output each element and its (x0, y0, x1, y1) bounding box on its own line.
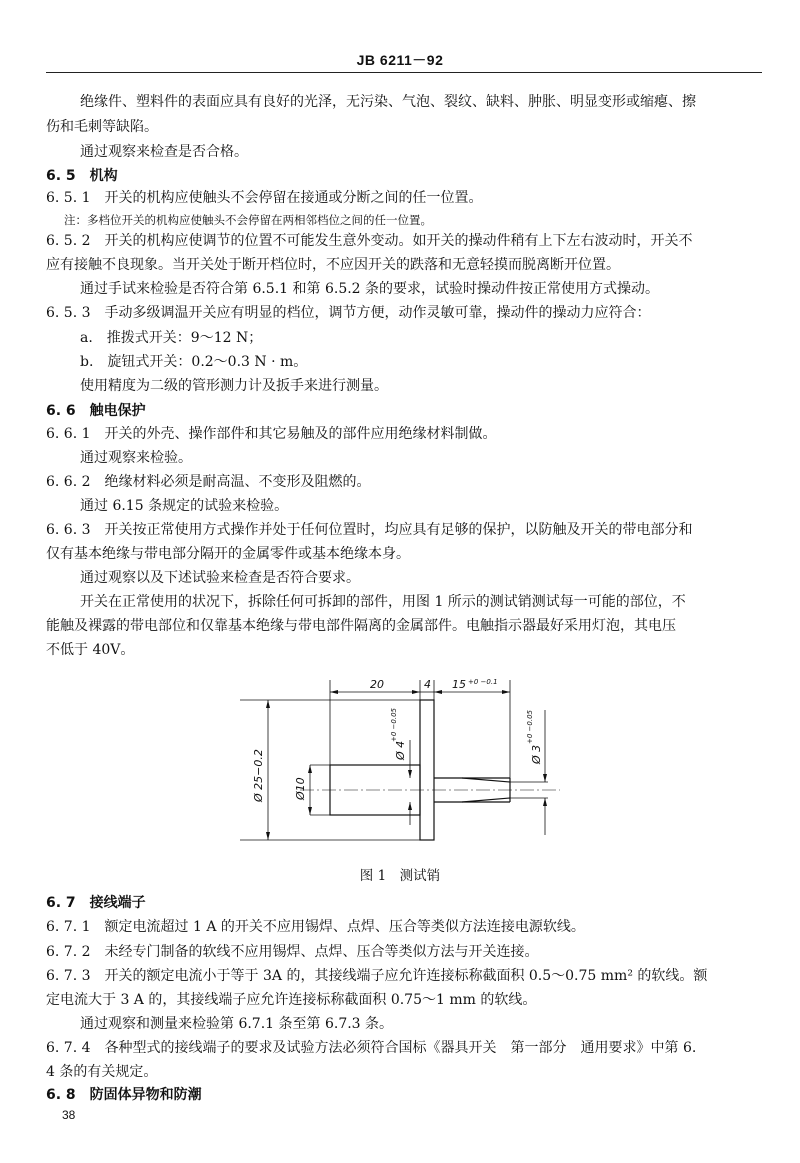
note-line: 注：多档位开关的机构应使触头不会停留在两相邻档位之间的任一位置。 (64, 213, 432, 227)
dim-4-label: 4 (424, 678, 431, 691)
section-heading: 6. 6 触电保护 (46, 403, 146, 419)
paragraph-line: 通过观察来检验。 (80, 450, 192, 466)
clause-line: 6. 7. 1 额定电流超过 1 A 的开关不应用锡焊、点焊、压合等类似方法连接电源软线。 (46, 919, 585, 935)
header-rule (46, 72, 762, 73)
dim-15-tolerance: +0 −0.1 (468, 678, 498, 686)
clause-line: 6. 5. 3 手动多级调温开关应有明显的档位，调节方便，动作灵敏可靠，操动件的操动力应符合： (46, 305, 651, 321)
figure-caption: 图 1 测试销 (359, 868, 441, 884)
section-heading: 6. 8 防固体异物和防潮 (46, 1087, 202, 1103)
dim-15-label: 15 (452, 678, 466, 691)
paragraph-line: 通过观察来检查是否合格。 (80, 144, 248, 160)
clause-line: 6. 6. 1 开关的外壳、操作部件和其它易触及的部件应用绝缘材料制做。 (46, 426, 497, 442)
dim-phi25-label: Ø 25−0.2 (252, 749, 265, 802)
paragraph-line: 伤和毛刺等缺陷。 (46, 119, 158, 135)
clause-line: 6. 5. 2 开关的机构应使调节的位置不可能发生意外变动。如开关的操动件稍有上下左右波动时，开关不 (46, 233, 693, 249)
dim-phi10-label: Ø10 (294, 777, 307, 800)
dim-phi3-label: Ø 3 (530, 744, 543, 764)
paragraph-line: 不低于 40V。 (46, 642, 135, 658)
section-heading: 6. 5 机构 (46, 168, 118, 184)
clause-line: 6. 5. 1 开关的机构应使触头不会停留在接通或分断之间的任一位置。 (46, 190, 483, 206)
paragraph-line: 仅有基本绝缘与带电部分隔开的金属零件或基本绝缘本身。 (46, 546, 410, 562)
dim-20-label: 20 (370, 678, 384, 691)
paragraph-line: 4 条的有关规定。 (46, 1064, 158, 1080)
dim-phi3-tolerance: +0 −0.05 (526, 710, 534, 744)
paragraph-line: 通过 6.15 条规定的试验来检验。 (80, 498, 289, 514)
standard-number-header: JB 6211－92 (356, 52, 444, 68)
list-item: b. 旋钮式开关：0.2～0.3 N · m。 (80, 354, 308, 370)
paragraph-line: 通过观察以及下述试验来检查是否符合要求。 (80, 570, 360, 586)
paragraph-line: 能触及裸露的带电部位和仅靠基本绝缘与带电部件隔离的金属部件。电触指示器最好采用灯泡，其电压 (46, 618, 676, 634)
paragraph-line: 定电流大于 3 A 的，其接线端子应允许连接标称截面积 0.75～1 mm 的软线。 (46, 992, 537, 1008)
test-pin-figure (0, 660, 800, 850)
paragraph-line: 绝缘件、塑料件的表面应具有良好的光泽，无污染、气泡、裂纹、缺料、肿胀、明显变形或缩瘪、擦 (80, 94, 696, 110)
page-number: 38 (62, 1108, 76, 1122)
paragraph-line: 使用精度为二级的管形测力计及扳手来进行测量。 (80, 378, 388, 394)
list-item: a. 推拨式开关：9～12 N； (80, 330, 263, 346)
dim-phi4-tolerance: +0 −0.05 (390, 708, 398, 742)
clause-line: 6. 7. 2 未经专门制备的软线不应用锡焊、点焊、压合等类似方法与开关连接。 (46, 944, 539, 960)
section-heading: 6. 7 接线端子 (46, 895, 146, 911)
paragraph-line: 通过手试来检验是否符合第 6.5.1 和第 6.5.2 条的要求，试验时操动件按正常使用方式操动。 (80, 281, 660, 297)
dim-phi4-label: Ø 4 (394, 740, 407, 760)
paragraph-line: 通过观察和测量来检验第 6.7.1 条至第 6.7.3 条。 (80, 1016, 394, 1032)
pin-flange-outline (420, 700, 434, 840)
paragraph-line: 应有接触不良现象。当开关处于断开档位时，不应因开关的跌落和无意轻摸而脱离断开位置。 (46, 257, 620, 273)
clause-line: 6. 6. 2 绝缘材料必须是耐高温、不变形及阻燃的。 (46, 474, 371, 490)
clause-line: 6. 6. 3 开关按正常使用方式操作并处于任何位置时，均应具有足够的保护，以防触及开关的带电部分和 (46, 522, 693, 538)
clause-line: 6. 7. 4 各种型式的接线端子的要求及试验方法必须符合国标《器具开关 第一部分 通用要求》中第 6. (46, 1040, 697, 1056)
paragraph-line: 开关在正常使用的状况下，拆除任何可拆卸的部件，用图 1 所示的测试销测试每一可能的部位，不 (80, 594, 686, 610)
clause-line: 6. 7. 3 开关的额定电流小于等于 3A 的，其接线端子应允许连接标称截面积 0.5～0.75 mm² 的软线。额 (46, 968, 708, 984)
